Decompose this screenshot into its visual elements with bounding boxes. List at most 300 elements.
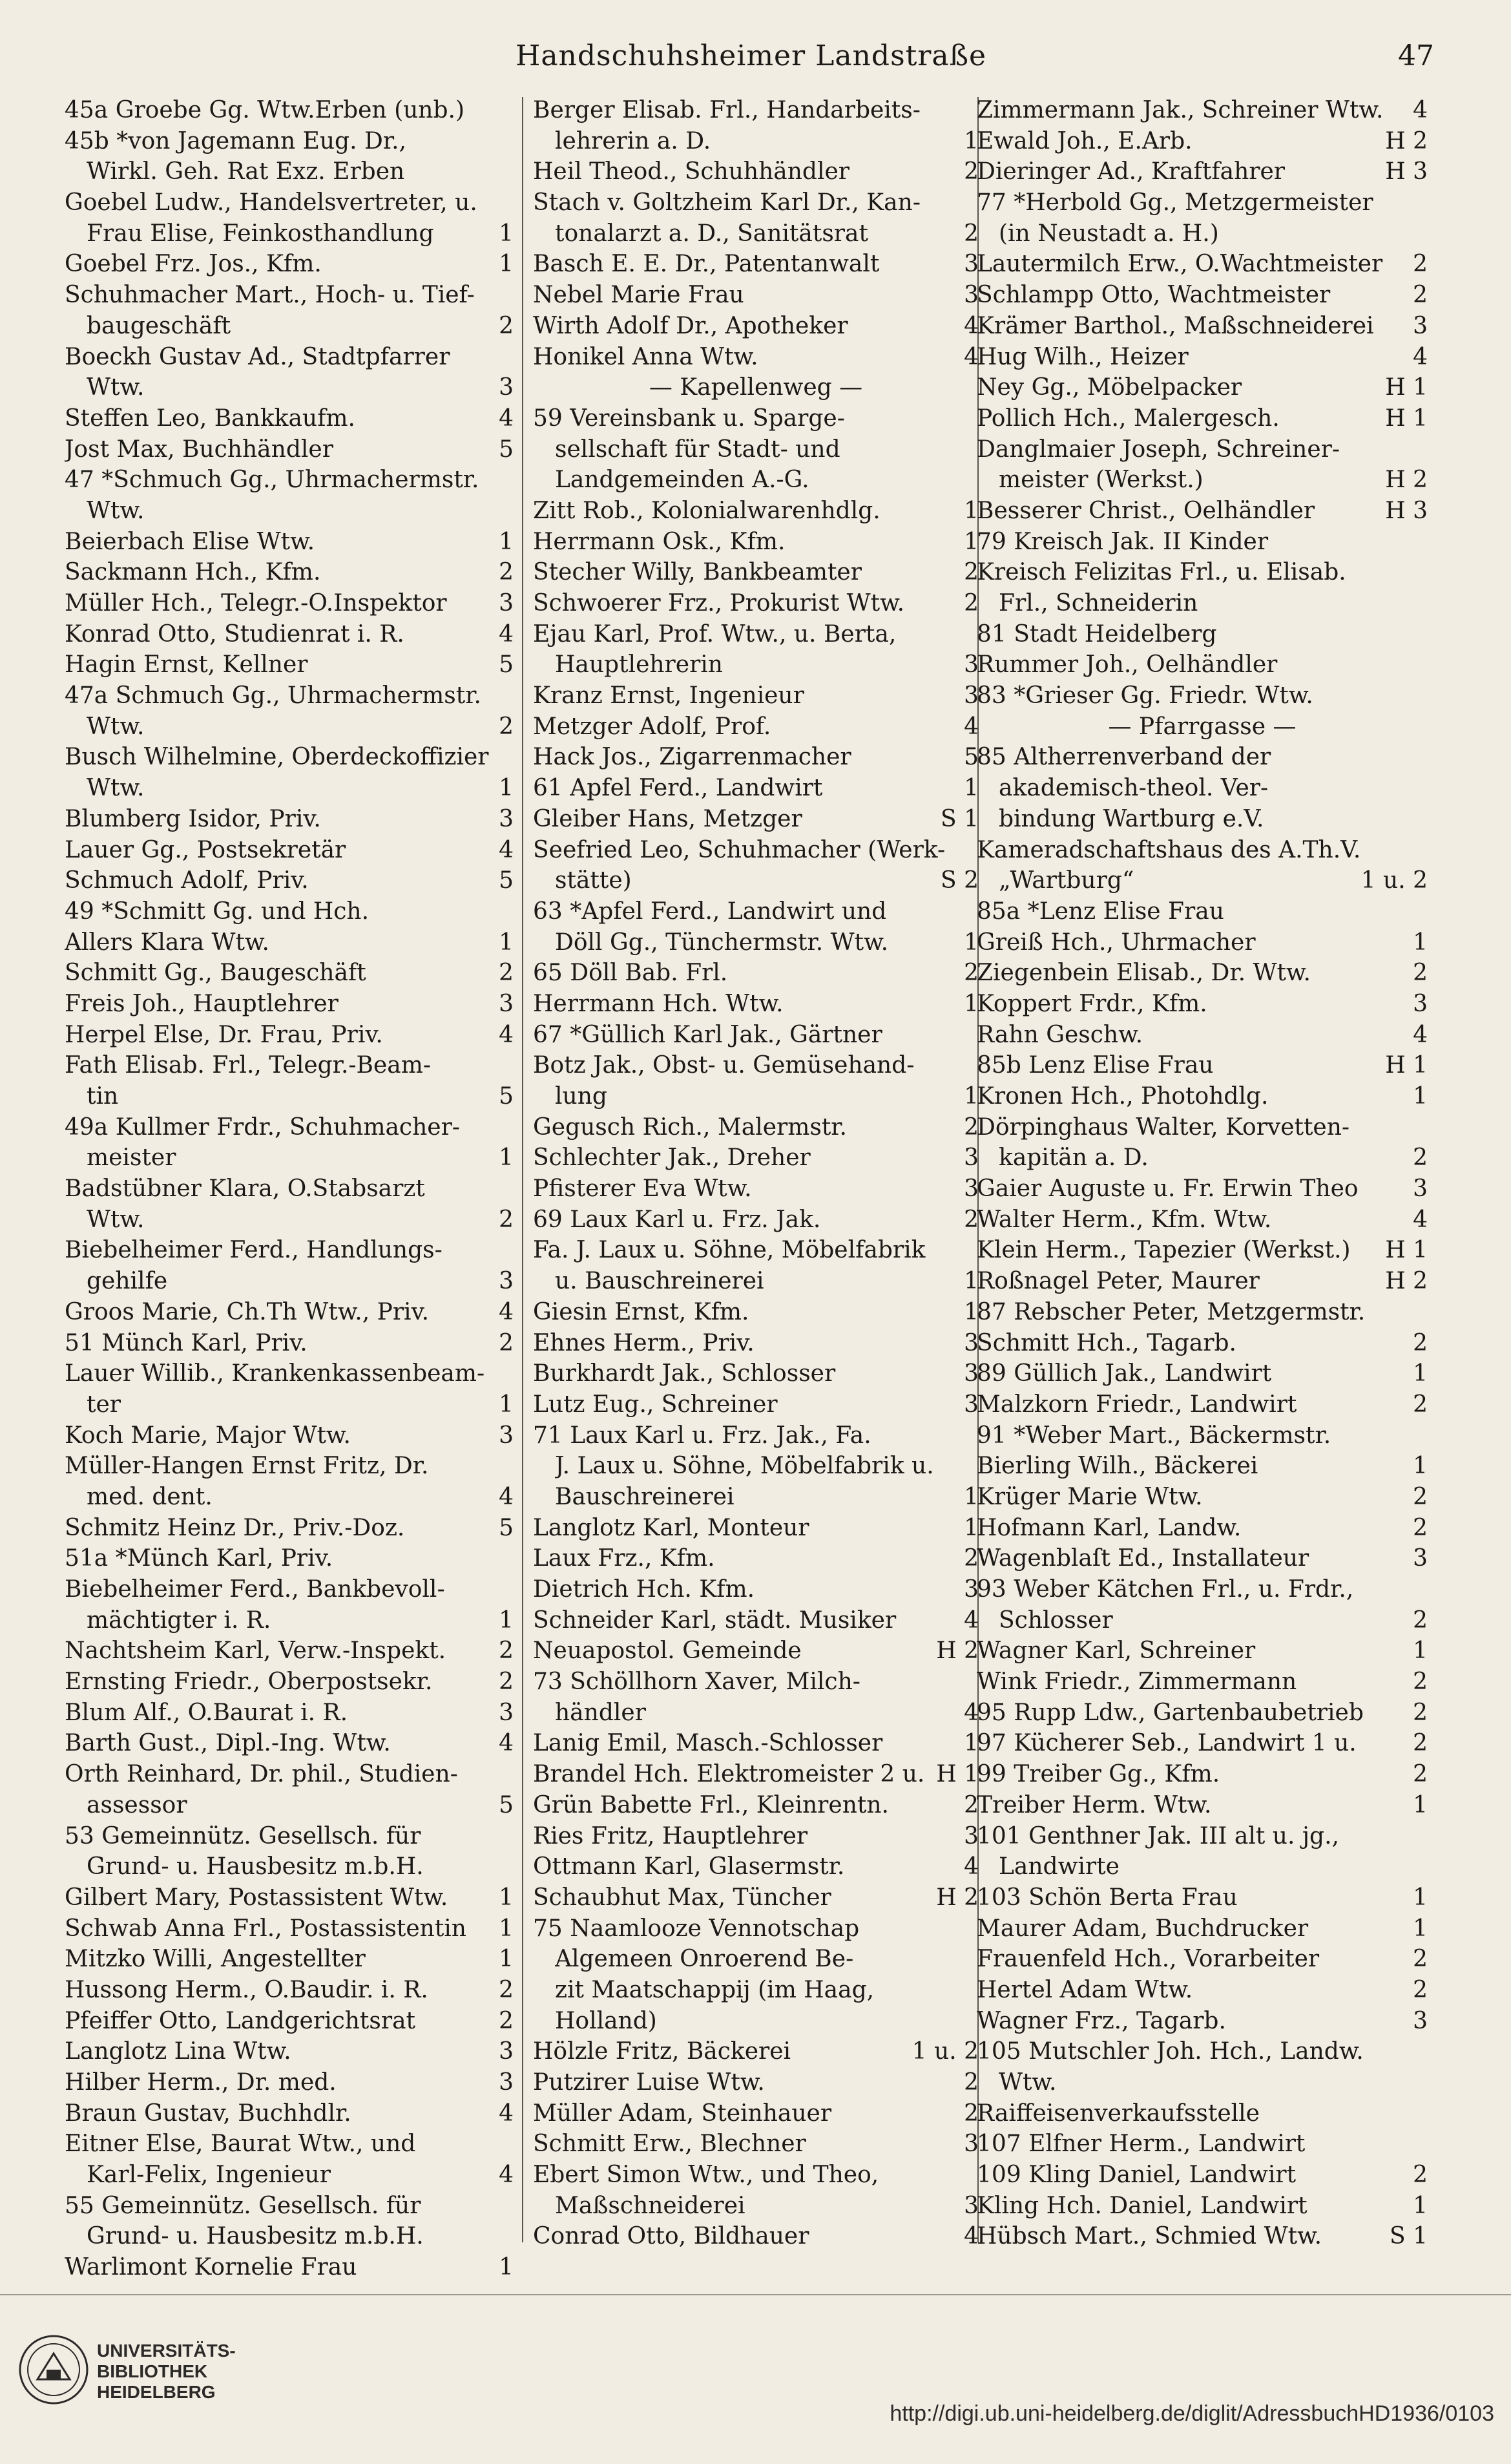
entry-text: J. Laux u. Söhne, Möbelfabrik u. xyxy=(555,1453,934,1480)
directory-entry xyxy=(65,1391,514,1422)
entry-text: Fath Elisab. Frl., Telegr.-Beam- xyxy=(65,1052,432,1079)
entry-text: Schwab Anna Frl., Postassistentin xyxy=(65,1915,466,1942)
floor-number: 1 xyxy=(499,251,514,278)
entry-text: Grund- u. Hausbesitz m.b.H. xyxy=(87,1853,424,1880)
entry-text: Sackmann Hch., Kfm. xyxy=(65,559,321,586)
floor-number: 2 xyxy=(1413,1946,1428,1973)
directory-entry xyxy=(65,2162,514,2193)
entry-text: 59 Vereinsbank u. Sparge- xyxy=(533,405,845,432)
entry-text: 65 Döll Bab. Frl. xyxy=(533,960,728,987)
floor-number: 3 xyxy=(499,805,514,832)
entry-text: u. Bauschreinerei xyxy=(555,1268,764,1295)
entry-text: 93 Weber Kätchen Frl., u. Frdr., xyxy=(977,1576,1354,1603)
entry-text: 73 Schöllhorn Xaver, Milch- xyxy=(533,1669,860,1696)
entry-text: Orth Reinhard, Dr. phil., Studien- xyxy=(65,1761,458,1788)
entry-text: Lauer Gg., Postsekretär xyxy=(65,836,346,863)
floor-number: H 2 xyxy=(936,1637,979,1665)
entry-text: Schlampp Otto, Wachtmeister xyxy=(977,282,1331,309)
entry-text: Zitt Rob., Kolonialwarenhdlg. xyxy=(533,497,881,524)
directory-entry xyxy=(533,1422,979,1453)
directory-entry xyxy=(65,590,514,621)
directory-entry xyxy=(977,1114,1428,1145)
directory-entry xyxy=(65,559,514,590)
entry-text: 45a Groebe Gg. Wtw.Erben (unb.) xyxy=(65,97,465,123)
directory-entry xyxy=(65,128,514,159)
entry-text: 101 Genthner Jak. III alt u. jg., xyxy=(977,1822,1339,1849)
entry-text: Schmitt Erw., Blechner xyxy=(533,2131,806,2158)
directory-entry xyxy=(533,436,979,467)
floor-number: 3 xyxy=(964,1144,979,1172)
entry-text: — Kapellenweg — xyxy=(649,374,863,401)
directory-entry xyxy=(977,128,1428,159)
directory-entry xyxy=(533,467,979,498)
floor-number: 2 xyxy=(1413,1144,1428,1172)
floor-number: S 1 xyxy=(940,805,979,832)
directory-entry xyxy=(65,1484,514,1515)
entry-text: Konrad Otto, Studienrat i. R. xyxy=(65,620,404,648)
floor-number: 2 xyxy=(1413,282,1428,309)
floor-number: 1 xyxy=(964,528,979,555)
directory-entry xyxy=(977,744,1428,775)
directory-entry xyxy=(977,498,1428,529)
directory-entry xyxy=(65,1884,514,1915)
entry-text: Karl-Felix, Ingenieur xyxy=(87,2162,331,2189)
floor-number: 5 xyxy=(499,1083,514,1110)
directory-entry xyxy=(65,2008,514,2039)
floor-number: 3 xyxy=(964,1391,979,1418)
directory-entry xyxy=(533,1114,979,1145)
directory-entry xyxy=(65,344,514,375)
floor-number: 2 xyxy=(1413,251,1428,278)
entry-text: Berger Elisab. Frl., Handarbeits- xyxy=(533,97,921,123)
entry-text: Ziegenbein Elisab., Dr. Wtw. xyxy=(977,960,1311,987)
entry-text: Heil Theod., Schuhhändler xyxy=(533,158,850,185)
floor-number: 1 xyxy=(1413,2192,1428,2219)
floor-number: 2 xyxy=(1413,1329,1428,1356)
floor-number: 2 xyxy=(964,1545,979,1572)
floor-number: 2 xyxy=(1413,960,1428,987)
entry-text: Rahn Geschw. xyxy=(977,1021,1143,1048)
entry-text: Danglmaier Joseph, Schreiner- xyxy=(977,436,1340,463)
entry-text: Malzkorn Friedr., Landwirt xyxy=(977,1391,1297,1418)
entry-text: meister xyxy=(87,1144,176,1172)
floor-number: 1 xyxy=(499,1884,514,1911)
directory-entry xyxy=(533,837,979,868)
entry-text: Beierbach Elise Wtw. xyxy=(65,528,315,555)
floor-number: 2 xyxy=(1413,1669,1428,1696)
floor-number: 3 xyxy=(499,990,514,1017)
floor-number: 3 xyxy=(499,374,514,401)
entry-text: 85a *Lenz Elise Frau xyxy=(977,898,1224,925)
directory-entry xyxy=(977,282,1428,313)
entry-text: Wagner Frz., Tagarb. xyxy=(977,2007,1226,2034)
entry-text: Greiß Hch., Uhrmacher xyxy=(977,929,1256,956)
floor-number: 1 xyxy=(499,220,514,247)
floor-number: 2 xyxy=(499,312,514,339)
entry-text: Wtw. xyxy=(87,374,145,401)
directory-entry xyxy=(533,189,979,220)
directory-entry xyxy=(977,2069,1428,2100)
entry-text: Ehnes Herm., Priv. xyxy=(533,1329,755,1356)
directory-entry xyxy=(65,189,514,220)
entry-text: 95 Rupp Ldw., Gartenbaubetrieb xyxy=(977,1699,1364,1726)
entry-text: Ries Fritz, Hauptlehrer xyxy=(533,1822,808,1849)
floor-number: 1 xyxy=(499,2254,514,2281)
entry-text: Mitzko Willi, Angestellter xyxy=(65,1946,366,1973)
entry-text: 87 Rebscher Peter, Metzgermstr. xyxy=(977,1298,1366,1325)
floor-number: 4 xyxy=(964,1606,979,1634)
directory-entry xyxy=(533,1730,979,1761)
entry-text: Biebelheimer Ferd., Bankbevoll- xyxy=(65,1576,445,1603)
entry-text: 105 Mutschler Joh. Hch., Landw. xyxy=(977,2038,1364,2065)
directory-entry xyxy=(533,1669,979,1700)
entry-text: Nachtsheim Karl, Verw.-Inspekt. xyxy=(65,1637,446,1665)
directory-entry xyxy=(977,960,1428,991)
directory-entry xyxy=(977,1175,1428,1206)
floor-number: H 2 xyxy=(1385,127,1428,154)
entry-text: Braun Gustav, Buchhdlr. xyxy=(65,2100,351,2127)
entry-text: Hübsch Mart., Schmied Wtw. xyxy=(977,2223,1322,2250)
floor-number: 3 xyxy=(1413,2007,1428,2034)
entry-text: Dieringer Ad., Kraftfahrer xyxy=(977,158,1286,185)
entry-text: 79 Kreisch Jak. II Kinder xyxy=(977,528,1269,555)
source-url-link[interactable]: http://digi.ub.uni-heidelberg.de/diglit/AdressbuchHD1936/0103 xyxy=(890,2401,1494,2426)
directory-entry xyxy=(977,1884,1428,1915)
directory-entry xyxy=(65,97,514,128)
directory-entry xyxy=(533,2069,979,2100)
entry-text: Steffen Leo, Bankkaufm. xyxy=(65,405,355,432)
entry-text: Warlimont Kornelie Frau xyxy=(65,2254,357,2281)
entry-text: Laux Frz., Kfm. xyxy=(533,1545,715,1572)
directory-entry xyxy=(977,2100,1428,2131)
entry-text: Schwoerer Frz., Prokurist Wtw. xyxy=(533,590,905,616)
floor-number: 5 xyxy=(499,1514,514,1541)
directory-entry xyxy=(533,2162,979,2193)
directory-entry xyxy=(977,1637,1428,1669)
entry-text: 83 *Grieser Gg. Friedr. Wtw. xyxy=(977,682,1313,710)
entry-text: Döll Gg., Tünchermstr. Wtw. xyxy=(555,929,889,956)
entry-text: lung xyxy=(555,1083,607,1110)
entry-text: Fa. J. Laux u. Söhne, Möbelfabrik xyxy=(533,1237,926,1264)
entry-text: 49 *Schmitt Gg. und Hch. xyxy=(65,898,370,925)
entry-text: Barth Gust., Dipl.-Ing. Wtw. xyxy=(65,1730,391,1757)
directory-entry xyxy=(977,158,1428,189)
directory-entry xyxy=(65,1853,514,1884)
entry-text: Landwirte xyxy=(999,1853,1120,1880)
directory-entry xyxy=(977,1052,1428,1083)
floor-number: 5 xyxy=(499,651,514,679)
directory-entry xyxy=(533,744,979,775)
entry-text: Allers Klara Wtw. xyxy=(65,929,269,956)
directory-entry xyxy=(65,313,514,344)
entry-text: mächtigter i. R. xyxy=(87,1606,271,1634)
directory-entry xyxy=(977,1453,1428,1484)
entry-text: Hofmann Karl, Landw. xyxy=(977,1514,1242,1541)
entry-text: Lauer Willib., Krankenkassenbeam- xyxy=(65,1360,485,1387)
floor-number: 1 xyxy=(1413,1884,1428,1911)
floor-number: 1 xyxy=(499,775,514,802)
entry-text: Lutz Eug., Schreiner xyxy=(533,1391,778,1418)
floor-number: 1 xyxy=(964,1268,979,1295)
directory-entry xyxy=(65,436,514,467)
entry-text: Freis Joh., Hauptlehrer xyxy=(65,990,339,1017)
directory-entry xyxy=(977,1915,1428,1946)
directory-entry xyxy=(533,1792,979,1823)
institution-name-line: HEIDELBERG xyxy=(97,2382,216,2402)
floor-number: 3 xyxy=(1413,1545,1428,1572)
floor-number: 4 xyxy=(964,2223,979,2250)
entry-text: Müller-Hangen Ernst Fritz, Dr. xyxy=(65,1453,429,1480)
entry-text: Wink Friedr., Zimmermann xyxy=(977,1669,1297,1696)
entry-text: Neuapostol. Gemeinde xyxy=(533,1637,802,1665)
floor-number: 2 xyxy=(964,590,979,616)
directory-entry xyxy=(533,2131,979,2162)
directory-entry xyxy=(977,2223,1428,2254)
entry-text: 71 Laux Karl u. Frz. Jak., Fa. xyxy=(533,1422,871,1449)
entry-text: Kranz Ernst, Ingenieur xyxy=(533,682,804,710)
entry-text: Busch Wilhelmine, Oberdeckoffizier xyxy=(65,744,489,771)
entry-text: Ewald Joh., E.Arb. xyxy=(977,127,1193,154)
directory-entry xyxy=(65,1237,514,1268)
entry-text: Müller Adam, Steinhauer xyxy=(533,2100,832,2127)
entry-text: Klein Herm., Tapezier (Werkst.) xyxy=(977,1237,1351,1264)
directory-entry xyxy=(533,1576,979,1607)
entry-text: 61 Apfel Ferd., Landwirt xyxy=(533,775,823,802)
page-title: Handschuhsheimer Landstraße xyxy=(515,39,987,72)
directory-entry xyxy=(65,1792,514,1823)
directory-entry xyxy=(977,344,1428,375)
entry-text: Landgemeinden A.-G. xyxy=(555,467,809,494)
floor-number: 2 xyxy=(1413,1391,1428,1418)
directory-entry xyxy=(533,1022,979,1053)
directory-entry xyxy=(65,867,514,898)
entry-text: Hilber Herm., Dr. med. xyxy=(65,2069,337,2096)
floor-number: 4 xyxy=(499,2100,514,2127)
entry-text: Basch E. E. Dr., Patentanwalt xyxy=(533,251,880,278)
entry-text: Schaubhut Max, Tüncher xyxy=(533,1884,831,1911)
entry-text: Pfeiffer Otto, Landgerichtsrat xyxy=(65,2007,416,2034)
directory-entry xyxy=(533,2008,979,2039)
floor-number: S 2 xyxy=(940,867,979,894)
floor-number: 2 xyxy=(1413,1699,1428,1726)
directory-entry xyxy=(533,1915,979,1946)
entry-text: Wagner Karl, Schreiner xyxy=(977,1637,1256,1665)
floor-number: 1 u. 2 xyxy=(912,2038,979,2065)
entry-text: Jost Max, Buchhändler xyxy=(65,436,333,463)
entry-text: 67 *Güllich Karl Jak., Gärtner xyxy=(533,1021,882,1048)
entry-text: Badstübner Klara, O.Stabsarzt xyxy=(65,1175,425,1203)
floor-number: 1 xyxy=(964,1514,979,1541)
directory-entry xyxy=(977,806,1428,837)
directory-entry xyxy=(533,960,979,991)
floor-number: S 1 xyxy=(1389,2223,1428,2250)
directory-entry xyxy=(533,344,979,375)
floor-number: 2 xyxy=(964,1791,979,1818)
entry-text: Wtw. xyxy=(87,713,145,740)
directory-entry xyxy=(533,529,979,560)
directory-entry xyxy=(977,374,1428,405)
directory-entry xyxy=(533,867,979,898)
entry-text: Krämer Barthol., Maßschneiderei xyxy=(977,312,1374,339)
directory-entry xyxy=(65,651,514,682)
floor-number: 3 xyxy=(964,1576,979,1603)
entry-text: Schlosser xyxy=(999,1606,1113,1634)
directory-entry xyxy=(65,467,514,498)
directory-entry xyxy=(533,1946,979,1977)
directory-entry xyxy=(533,1637,979,1669)
directory-entry xyxy=(533,1853,979,1884)
floor-number: 2 xyxy=(1413,1483,1428,1510)
floor-number: 2 xyxy=(499,960,514,987)
floor-number: 1 xyxy=(1413,1453,1428,1480)
entry-text: Kling Hch. Daniel, Landwirt xyxy=(977,2192,1308,2219)
directory-entry xyxy=(533,1977,979,2008)
directory-entry xyxy=(977,1299,1428,1330)
directory-entry xyxy=(65,1946,514,1977)
directory-entry xyxy=(533,1484,979,1515)
entry-text: Schmitt Hch., Tagarb. xyxy=(977,1329,1236,1356)
directory-entry xyxy=(65,1915,514,1946)
directory-entry xyxy=(533,498,979,529)
entry-text: sellschaft für Stadt- und xyxy=(555,436,840,463)
directory-entry xyxy=(977,189,1428,220)
institution-name xyxy=(97,2341,236,2403)
directory-entry xyxy=(977,1022,1428,1053)
floor-number: 2 xyxy=(1413,1976,1428,2003)
entry-text: Bierling Wilh., Bäckerei xyxy=(977,1453,1258,1480)
entry-text: händler xyxy=(555,1699,646,1726)
entry-text: Kreisch Felizitas Frl., u. Elisab. xyxy=(977,559,1346,586)
floor-number: H 1 xyxy=(1385,1237,1428,1264)
entry-text: (in Neustadt a. H.) xyxy=(999,220,1219,247)
directory-entry xyxy=(533,1515,979,1546)
entry-text: Grün Babette Frl., Kleinrentn. xyxy=(533,1791,889,1818)
directory-entry xyxy=(65,1330,514,1361)
directory-entry xyxy=(65,1545,514,1576)
entry-text: Krüger Marie Wtw. xyxy=(977,1483,1203,1510)
entry-text: meister (Werkst.) xyxy=(999,467,1204,494)
entry-text: Hussong Herm., O.Baudir. i. R. xyxy=(65,1976,428,2003)
directory-entry xyxy=(65,1083,514,1114)
entry-text: Hagin Ernst, Kellner xyxy=(65,651,308,679)
directory-entry xyxy=(65,498,514,529)
directory-entry xyxy=(65,2038,514,2069)
entry-text: Stach v. Goltzheim Karl Dr., Kan- xyxy=(533,189,921,216)
floor-number: 4 xyxy=(964,1699,979,1726)
floor-number: 3 xyxy=(1413,1175,1428,1203)
entry-text: Groos Marie, Ch.Th Wtw., Priv. xyxy=(65,1298,430,1325)
floor-number: 2 xyxy=(964,960,979,987)
directory-entry xyxy=(533,405,979,436)
entry-text: 51a *Münch Karl, Priv. xyxy=(65,1545,333,1572)
directory-entry xyxy=(65,960,514,991)
floor-number: 1 xyxy=(1413,1360,1428,1387)
floor-number: 1 xyxy=(964,1730,979,1757)
floor-number: H 1 xyxy=(936,1761,979,1788)
floor-number: 2 xyxy=(964,158,979,185)
directory-entry xyxy=(65,898,514,929)
floor-number: 1 xyxy=(964,1083,979,1110)
directory-entry xyxy=(533,1700,979,1731)
entry-text: 99 Treiber Gg., Kfm. xyxy=(977,1761,1220,1788)
entry-text: Bauschreinerei xyxy=(555,1483,735,1510)
directory-entry xyxy=(977,1792,1428,1823)
entry-text: Conrad Otto, Bildhauer xyxy=(533,2223,809,2250)
directory-entry xyxy=(65,1515,514,1546)
floor-number: 1 xyxy=(1413,1915,1428,1942)
entry-text: Herrmann Osk., Kfm. xyxy=(533,528,786,555)
directory-entry xyxy=(65,1607,514,1638)
floor-number: 5 xyxy=(499,436,514,463)
floor-number: 1 xyxy=(499,1946,514,1973)
directory-entry xyxy=(65,282,514,313)
floor-number: 2 xyxy=(964,2100,979,2127)
floor-number: 1 xyxy=(499,929,514,956)
directory-entry xyxy=(65,1977,514,2008)
directory-entry xyxy=(533,775,979,806)
floor-number: 1 xyxy=(964,990,979,1017)
floor-number: 4 xyxy=(1413,1021,1428,1048)
entry-text: Dietrich Hch. Kfm. xyxy=(533,1576,755,1603)
directory-entry xyxy=(977,559,1428,590)
institution-name-line: UNIVERSITÄTS- xyxy=(97,2341,236,2361)
entry-text: Hug Wilh., Heizer xyxy=(977,343,1189,370)
floor-number: 1 xyxy=(964,929,979,956)
entry-text: Eitner Else, Baurat Wtw., und xyxy=(65,2131,416,2158)
entry-text: assessor xyxy=(87,1791,187,1818)
floor-number: 1 xyxy=(1413,929,1428,956)
directory-entry xyxy=(65,1576,514,1607)
directory-entry xyxy=(533,97,979,128)
directory-entry xyxy=(533,1884,979,1915)
directory-entry xyxy=(977,1237,1428,1268)
directory-entry xyxy=(977,1083,1428,1114)
entry-text: Schlechter Jak., Dreher xyxy=(533,1144,811,1172)
entry-text: med. dent. xyxy=(87,1483,213,1510)
floor-number: 2 xyxy=(499,2007,514,2034)
directory-entry xyxy=(533,2100,979,2131)
floor-number: 2 xyxy=(499,1637,514,1665)
directory-entry xyxy=(65,2100,514,2131)
directory-entry xyxy=(533,313,979,344)
directory-entry xyxy=(533,2223,979,2254)
floor-number: H 1 xyxy=(1385,374,1428,401)
directory-entry xyxy=(977,775,1428,806)
directory-entry xyxy=(977,2162,1428,2193)
entry-text: Holland) xyxy=(555,2007,657,2034)
directory-entry xyxy=(65,806,514,837)
directory-entry xyxy=(65,775,514,806)
directory-entry xyxy=(977,898,1428,929)
directory-entry xyxy=(65,1730,514,1761)
entry-text: Dörpinghaus Walter, Korvetten- xyxy=(977,1113,1350,1141)
directory-entry xyxy=(533,1545,979,1576)
directory-entry xyxy=(977,313,1428,344)
floor-number: 3 xyxy=(964,651,979,679)
directory-entry xyxy=(533,282,979,313)
entry-text: Kronen Hch., Photohdlg. xyxy=(977,1083,1269,1110)
entry-text: Herrmann Hch. Wtw. xyxy=(533,990,784,1017)
entry-text: Grund- u. Hausbesitz m.b.H. xyxy=(87,2223,424,2250)
entry-text: Nebel Marie Frau xyxy=(533,282,744,309)
directory-entry xyxy=(65,1022,514,1053)
entry-text: 55 Gemeinnütz. Gesellsch. für xyxy=(65,2192,421,2219)
entry-text: Wtw. xyxy=(87,497,145,524)
directory-entry xyxy=(65,158,514,189)
entry-text: Zimmermann Jak., Schreiner Wtw. xyxy=(977,97,1384,123)
directory-entry xyxy=(977,1330,1428,1361)
floor-number: H 1 xyxy=(1385,405,1428,432)
